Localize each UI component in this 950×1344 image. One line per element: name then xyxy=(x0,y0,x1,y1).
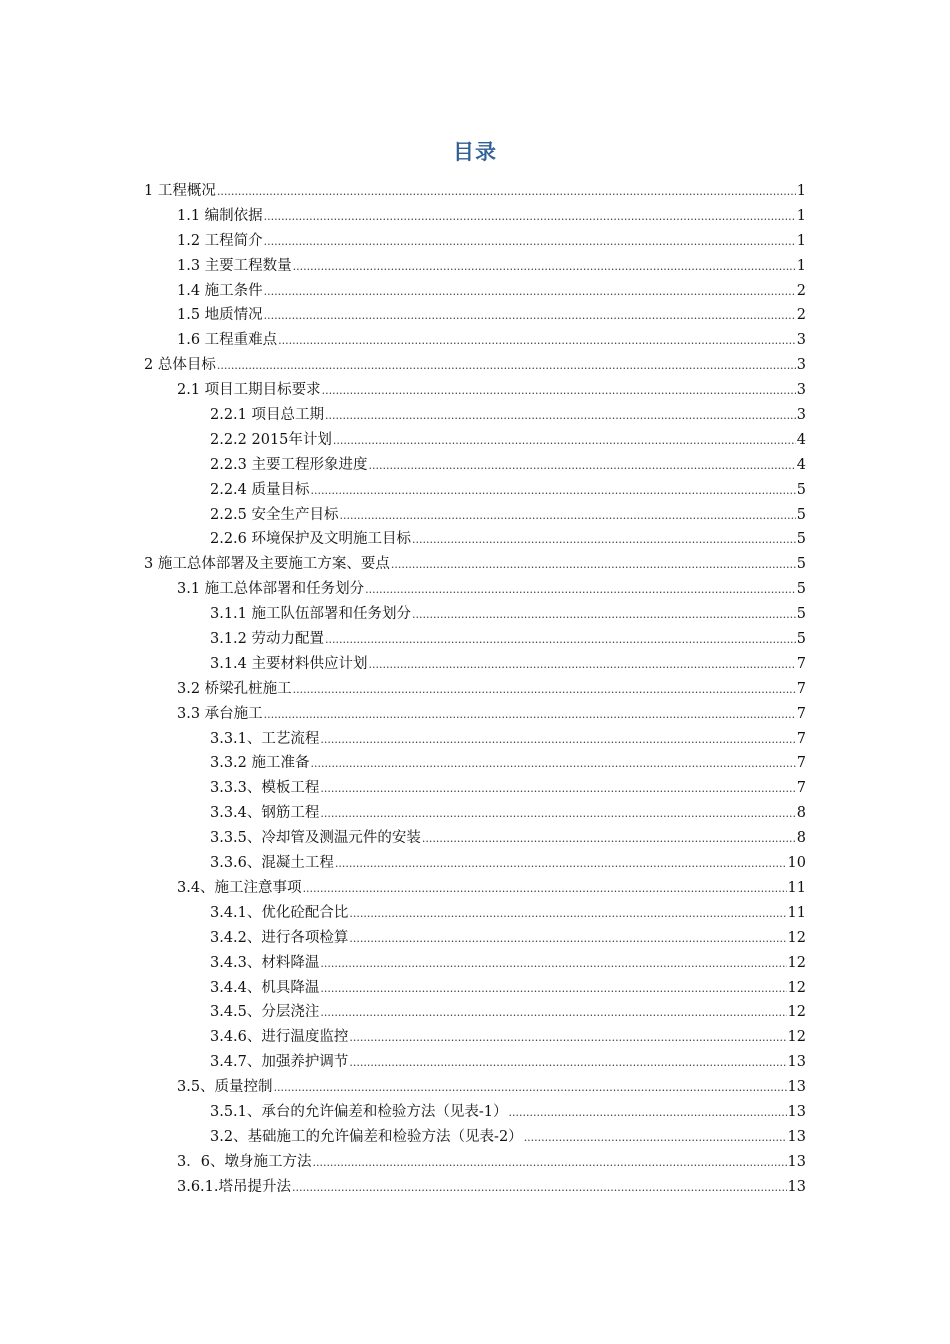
toc-entry[interactable] xyxy=(0,951,950,976)
toc-entry-label: 3.5.1、承台的允许偏差和检验方法（见表-1） xyxy=(210,1103,508,1120)
toc-list xyxy=(0,179,950,1200)
toc-dot-leader xyxy=(292,1176,787,1201)
toc-dot-leader xyxy=(320,777,795,802)
toc-entry-label: 3.4.4、机具降温 xyxy=(210,979,320,996)
toc-dot-leader xyxy=(325,628,796,653)
toc-entry-label: 3 施工总体部署及主要施工方案、要点 xyxy=(144,556,390,573)
toc-dot-leader xyxy=(264,703,796,728)
toc-entry-page-number: 12 xyxy=(787,1004,806,1021)
toc-entry-label: 3.1.1 施工队伍部署和任务划分 xyxy=(210,606,412,623)
toc-entry-label: 3.6.1.塔吊提升法 xyxy=(177,1178,292,1195)
toc-dot-leader xyxy=(293,678,796,703)
toc-entry[interactable] xyxy=(0,826,950,851)
toc-entry-page-number: 10 xyxy=(787,855,806,872)
toc-entry-page-number: 13 xyxy=(787,1128,806,1145)
toc-dot-leader xyxy=(325,404,796,429)
toc-dot-leader xyxy=(412,528,796,553)
toc-entry-label: 2.2.3 主要工程形象进度 xyxy=(210,456,368,473)
toc-entry-page-number: 12 xyxy=(787,954,806,971)
toc-entry-label: 3.3.6、混凝土工程 xyxy=(210,855,334,872)
toc-entry[interactable] xyxy=(0,428,950,453)
toc-entry-page-number: 11 xyxy=(787,904,806,921)
toc-entry-page-number: 5 xyxy=(796,481,806,498)
toc-entry-label: 2.2.5 安全生产目标 xyxy=(210,506,339,523)
toc-entry-label: 1.3 主要工程数量 xyxy=(177,257,292,274)
toc-entry-page-number: 7 xyxy=(796,755,806,772)
toc-entry-label: 2.2.6 环境保护及文明施工目标 xyxy=(210,531,412,548)
toc-entry[interactable] xyxy=(0,602,950,627)
toc-entry[interactable] xyxy=(0,751,950,776)
toc-entry-label: 3.4、施工注意事项 xyxy=(177,879,302,896)
toc-entry-page-number: 13 xyxy=(787,1178,806,1195)
toc-entry-page-number: 3 xyxy=(796,357,806,374)
toc-entry[interactable] xyxy=(0,229,950,254)
toc-entry[interactable] xyxy=(0,303,950,328)
toc-entry-label: 2.2.4 质量目标 xyxy=(210,481,310,498)
toc-entry-label: 3.4.2、进行各项检算 xyxy=(210,929,349,946)
toc-entry-label: 1.6 工程重难点 xyxy=(177,332,278,349)
toc-entry[interactable] xyxy=(0,1050,950,1075)
toc-dot-leader xyxy=(349,1051,786,1076)
toc-entry-page-number: 1 xyxy=(796,257,806,274)
toc-entry-page-number: 8 xyxy=(796,805,806,822)
toc-entry-label: 3.3.1、工艺流程 xyxy=(210,730,320,747)
toc-entry[interactable] xyxy=(0,776,950,801)
toc-entry-label: 3．6、墩身施工方法 xyxy=(177,1153,312,1170)
toc-dot-leader xyxy=(340,504,796,529)
toc-entry-page-number: 5 xyxy=(796,556,806,573)
toc-entry[interactable] xyxy=(0,702,950,727)
toc-entry-page-number: 4 xyxy=(796,456,806,473)
toc-dot-leader xyxy=(264,205,796,230)
toc-entry-page-number: 1 xyxy=(796,232,806,249)
toc-entry-page-number: 2 xyxy=(796,307,806,324)
toc-entry[interactable] xyxy=(0,179,950,204)
toc-entry-page-number: 5 xyxy=(796,531,806,548)
toc-entry[interactable] xyxy=(0,627,950,652)
toc-dot-leader xyxy=(320,1001,786,1026)
toc-dot-leader xyxy=(349,902,786,927)
toc-entry[interactable] xyxy=(0,328,950,353)
toc-entry-label: 2 总体目标 xyxy=(144,357,216,374)
toc-entry[interactable] xyxy=(0,1075,950,1100)
toc-entry-label: 3.3.3、模板工程 xyxy=(210,780,320,797)
toc-entry[interactable] xyxy=(0,279,950,304)
toc-entry-label: 3.3.2 施工准备 xyxy=(210,755,310,772)
toc-dot-leader xyxy=(322,379,796,404)
toc-entry[interactable] xyxy=(0,1175,950,1200)
toc-title: 目录 xyxy=(453,140,497,164)
toc-entry-page-number: 12 xyxy=(787,979,806,996)
toc-dot-leader xyxy=(412,603,796,628)
toc-dot-leader xyxy=(422,827,796,852)
toc-entry[interactable] xyxy=(0,1100,950,1125)
toc-entry-page-number: 11 xyxy=(787,879,806,896)
toc-entry[interactable] xyxy=(0,577,950,602)
toc-dot-leader xyxy=(509,1101,787,1126)
toc-entry-page-number: 4 xyxy=(796,431,806,448)
toc-entry-page-number: 5 xyxy=(796,606,806,623)
toc-dot-leader xyxy=(333,429,796,454)
toc-entry-label: 3.1.2 劳动力配置 xyxy=(210,631,325,648)
toc-dot-leader xyxy=(303,877,787,902)
toc-entry[interactable] xyxy=(0,677,950,702)
toc-entry-label: 1.1 编制依据 xyxy=(177,207,263,224)
toc-dot-leader xyxy=(320,977,786,1002)
toc-dot-leader xyxy=(278,329,796,354)
toc-entry-page-number: 7 xyxy=(796,655,806,672)
toc-dot-leader xyxy=(311,752,796,777)
toc-entry[interactable] xyxy=(0,378,950,403)
toc-entry-label: 1.5 地质情况 xyxy=(177,307,263,324)
toc-dot-leader xyxy=(320,802,795,827)
toc-dot-leader xyxy=(312,1151,786,1176)
toc-entry-label: 1 工程概况 xyxy=(144,183,216,199)
toc-dot-leader xyxy=(264,280,796,305)
toc-dot-leader xyxy=(349,1026,786,1051)
toc-entry-label: 1.2 工程简介 xyxy=(177,232,263,249)
toc-dot-leader xyxy=(369,653,796,678)
toc-entry-label: 2.2.2 2015年计划 xyxy=(210,431,332,448)
toc-entry-page-number: 12 xyxy=(787,929,806,946)
toc-entry-page-number: 5 xyxy=(796,631,806,648)
toc-entry[interactable] xyxy=(0,478,950,503)
toc-entry-page-number: 12 xyxy=(787,1029,806,1046)
toc-dot-leader xyxy=(524,1126,787,1151)
toc-entry[interactable] xyxy=(0,353,950,378)
toc-dot-leader xyxy=(264,230,796,255)
toc-dot-leader xyxy=(391,553,796,578)
toc-dot-leader xyxy=(320,952,786,977)
toc-entry-page-number: 7 xyxy=(796,730,806,747)
toc-entry-page-number: 13 xyxy=(787,1153,806,1170)
toc-dot-leader xyxy=(349,927,786,952)
toc-entry[interactable] xyxy=(0,727,950,752)
toc-entry-label: 3.4.6、进行温度监控 xyxy=(210,1029,349,1046)
toc-entry[interactable] xyxy=(0,1125,950,1150)
toc-dot-leader xyxy=(365,578,796,603)
toc-entry-page-number: 3 xyxy=(796,332,806,349)
toc-dot-leader xyxy=(264,304,796,329)
toc-entry[interactable] xyxy=(0,926,950,951)
toc-entry-label: 2.2.1 项目总工期 xyxy=(210,407,325,424)
toc-entry-label: 3.4.1、优化砼配合比 xyxy=(210,904,349,921)
toc-entry-label: 3.4.3、材料降温 xyxy=(210,954,320,971)
toc-dot-leader xyxy=(369,454,796,479)
toc-entry-page-number: 13 xyxy=(787,1054,806,1071)
toc-entry[interactable] xyxy=(0,851,950,876)
toc-entry-page-number: 1 xyxy=(796,183,806,199)
toc-entry-label: 3.1.4 主要材料供应计划 xyxy=(210,655,368,672)
toc-entry[interactable] xyxy=(0,1150,950,1175)
toc-entry-page-number: 1 xyxy=(796,207,806,224)
toc-dot-leader xyxy=(217,180,796,205)
toc-entry[interactable] xyxy=(0,453,950,478)
toc-entry[interactable] xyxy=(0,876,950,901)
toc-entry[interactable] xyxy=(0,652,950,677)
toc-dot-leader xyxy=(293,255,796,280)
toc-entry-label: 3.4.5、分层浇注 xyxy=(210,1004,320,1021)
toc-entry[interactable] xyxy=(0,1025,950,1050)
toc-entry[interactable] xyxy=(0,552,950,577)
toc-entry[interactable] xyxy=(0,527,950,552)
toc-entry-page-number: 7 xyxy=(796,680,806,697)
toc-entry-label: 3.5、质量控制 xyxy=(177,1079,273,1096)
toc-entry[interactable] xyxy=(0,503,950,528)
toc-entry[interactable] xyxy=(0,901,950,926)
toc-entry-page-number: 3 xyxy=(796,407,806,424)
toc-dot-leader xyxy=(311,479,796,504)
toc-entry-page-number: 2 xyxy=(796,282,806,299)
toc-entry-page-number: 7 xyxy=(796,705,806,722)
toc-entry-label: 1.4 施工条件 xyxy=(177,282,263,299)
toc-entry-page-number: 5 xyxy=(796,581,806,598)
toc-entry-label: 3.3.5、冷却管及测温元件的安装 xyxy=(210,830,421,847)
toc-entry-label: 3.2 桥梁孔桩施工 xyxy=(177,680,292,697)
toc-entry[interactable] xyxy=(0,801,950,826)
toc-entry[interactable] xyxy=(0,1000,950,1025)
toc-dot-leader xyxy=(274,1076,787,1101)
toc-entry-page-number: 5 xyxy=(796,506,806,523)
toc-entry-page-number: 8 xyxy=(796,830,806,847)
toc-entry-page-number: 13 xyxy=(787,1103,806,1120)
toc-entry[interactable] xyxy=(0,204,950,229)
toc-entry-label: 3.3 承台施工 xyxy=(177,705,263,722)
toc-entry[interactable] xyxy=(0,976,950,1001)
toc-dot-leader xyxy=(217,354,796,379)
toc-entry-page-number: 7 xyxy=(796,780,806,797)
toc-entry-label: 3.3.4、钢筋工程 xyxy=(210,805,320,822)
toc-entry-label: 3.1 施工总体部署和任务划分 xyxy=(177,581,365,598)
toc-entry-page-number: 13 xyxy=(787,1079,806,1096)
toc-entry[interactable] xyxy=(0,403,950,428)
toc-entry-label: 3.4.7、加强养护调节 xyxy=(210,1054,349,1071)
toc-entry[interactable] xyxy=(0,254,950,279)
toc-dot-leader xyxy=(335,852,787,877)
toc-dot-leader xyxy=(320,728,795,753)
toc-entry-label: 3.2、基础施工的允许偏差和检验方法（见表-2） xyxy=(210,1128,523,1145)
toc-entry-label: 2.1 项目工期目标要求 xyxy=(177,382,321,399)
toc-entry-page-number: 3 xyxy=(796,382,806,399)
